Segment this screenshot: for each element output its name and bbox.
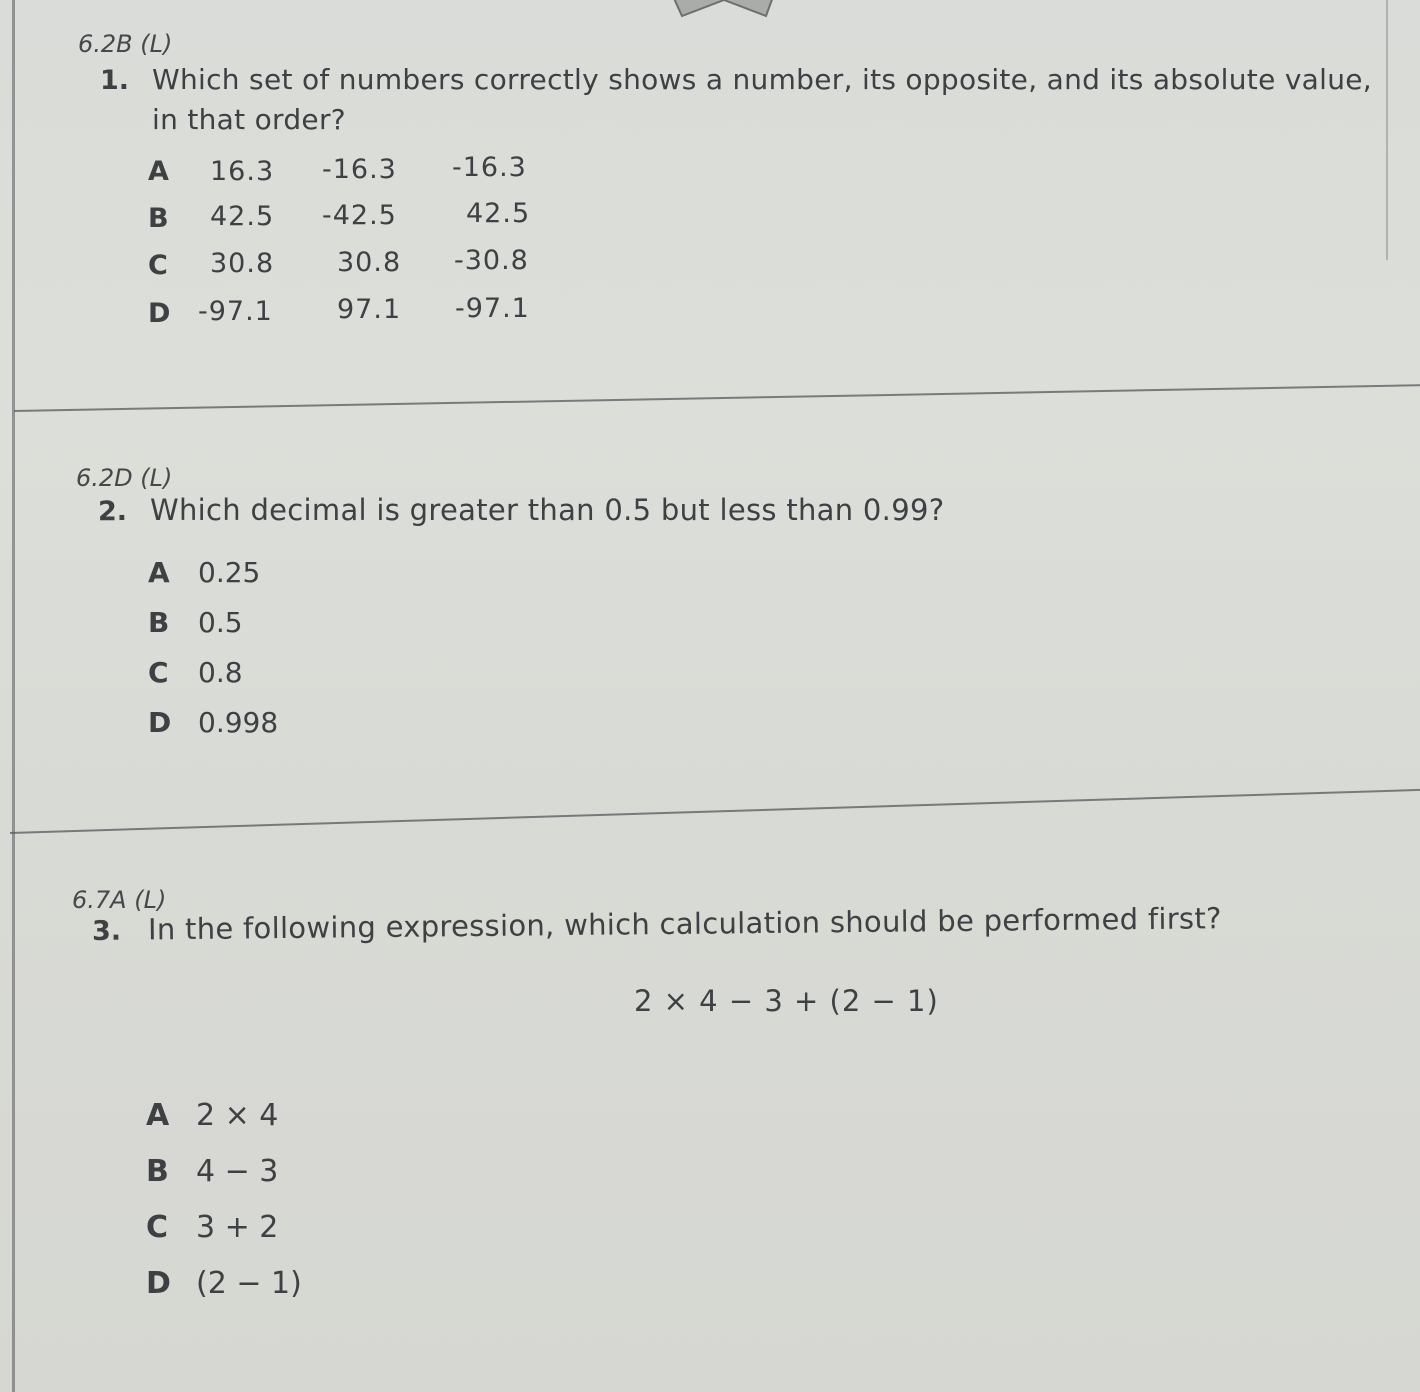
q3-question [92,896,1392,950]
option-value: 4 − 3 [196,1154,279,1189]
option-letter: A [148,156,170,187]
option-letter: B [148,606,170,639]
question-text-line1: Which set of numbers correctly shows a number, its opposite, and its absolute value, [152,63,1372,96]
option-absolute: 42.5 [466,198,531,229]
option-opposite: -42.5 [322,200,397,231]
star-decoration-icon [668,0,778,24]
q3-option-c[interactable] [146,1210,278,1245]
option-number: 16.3 [210,156,275,187]
q2-standard [76,464,172,492]
option-value: 0.8 [198,656,243,689]
q3-option-a[interactable] [146,1098,278,1133]
option-value: (2 − 1) [196,1266,302,1301]
section-divider [10,789,1420,834]
standard-code: 6.7A (L) [72,886,167,914]
left-border-line [12,0,15,1392]
option-opposite: 30.8 [337,247,402,278]
option-letter: D [148,706,172,739]
q3-option-b[interactable] [146,1154,278,1189]
option-letter: A [146,1098,170,1133]
question-text-line2: in that order? [152,103,346,136]
option-value: 0.5 [198,606,243,639]
question-text: Which decimal is greater than 0.5 but less than 0.99? [150,493,945,527]
question-text: In the following expression, which calculation should be performed first? [147,901,1222,947]
q2-option-b[interactable] [148,606,243,639]
option-letter: C [148,250,169,281]
q2-option-d[interactable] [148,706,278,739]
option-number: -97.1 [198,296,273,327]
option-letter: B [148,203,170,234]
right-border-line [1386,0,1388,260]
option-value: 2 × 4 [196,1098,279,1133]
question-number: 1. [100,65,130,96]
option-letter: C [148,656,169,689]
q1-standard [78,30,172,58]
option-letter: D [146,1266,171,1301]
q1-question [100,60,1380,140]
q3-option-d[interactable] [146,1266,302,1301]
option-absolute: -97.1 [455,293,530,324]
option-value: 0.25 [198,556,261,589]
option-number: 42.5 [210,201,275,232]
question-number: 3. [91,915,122,947]
section-divider [14,384,1420,412]
option-value: 0.998 [198,706,279,739]
standard-code: 6.2D (L) [76,464,173,492]
option-absolute: -16.3 [452,152,527,183]
option-letter: A [148,556,170,589]
q3-expression: 2 × 4 − 3 + (2 − 1) [634,984,939,1018]
standard-code: 6.2B (L) [78,30,173,58]
option-opposite: 97.1 [337,294,402,325]
option-value: 3 + 2 [196,1210,279,1245]
option-letter: C [146,1210,169,1245]
option-letter: B [146,1154,169,1189]
option-letter: D [148,298,172,329]
option-opposite: -16.3 [322,154,397,185]
option-number: 30.8 [210,248,275,279]
option-absolute: -30.8 [454,245,529,276]
question-number: 2. [98,496,128,527]
q2-option-c[interactable] [148,656,243,689]
q2-question [98,490,1298,530]
q2-option-a[interactable] [148,556,260,589]
